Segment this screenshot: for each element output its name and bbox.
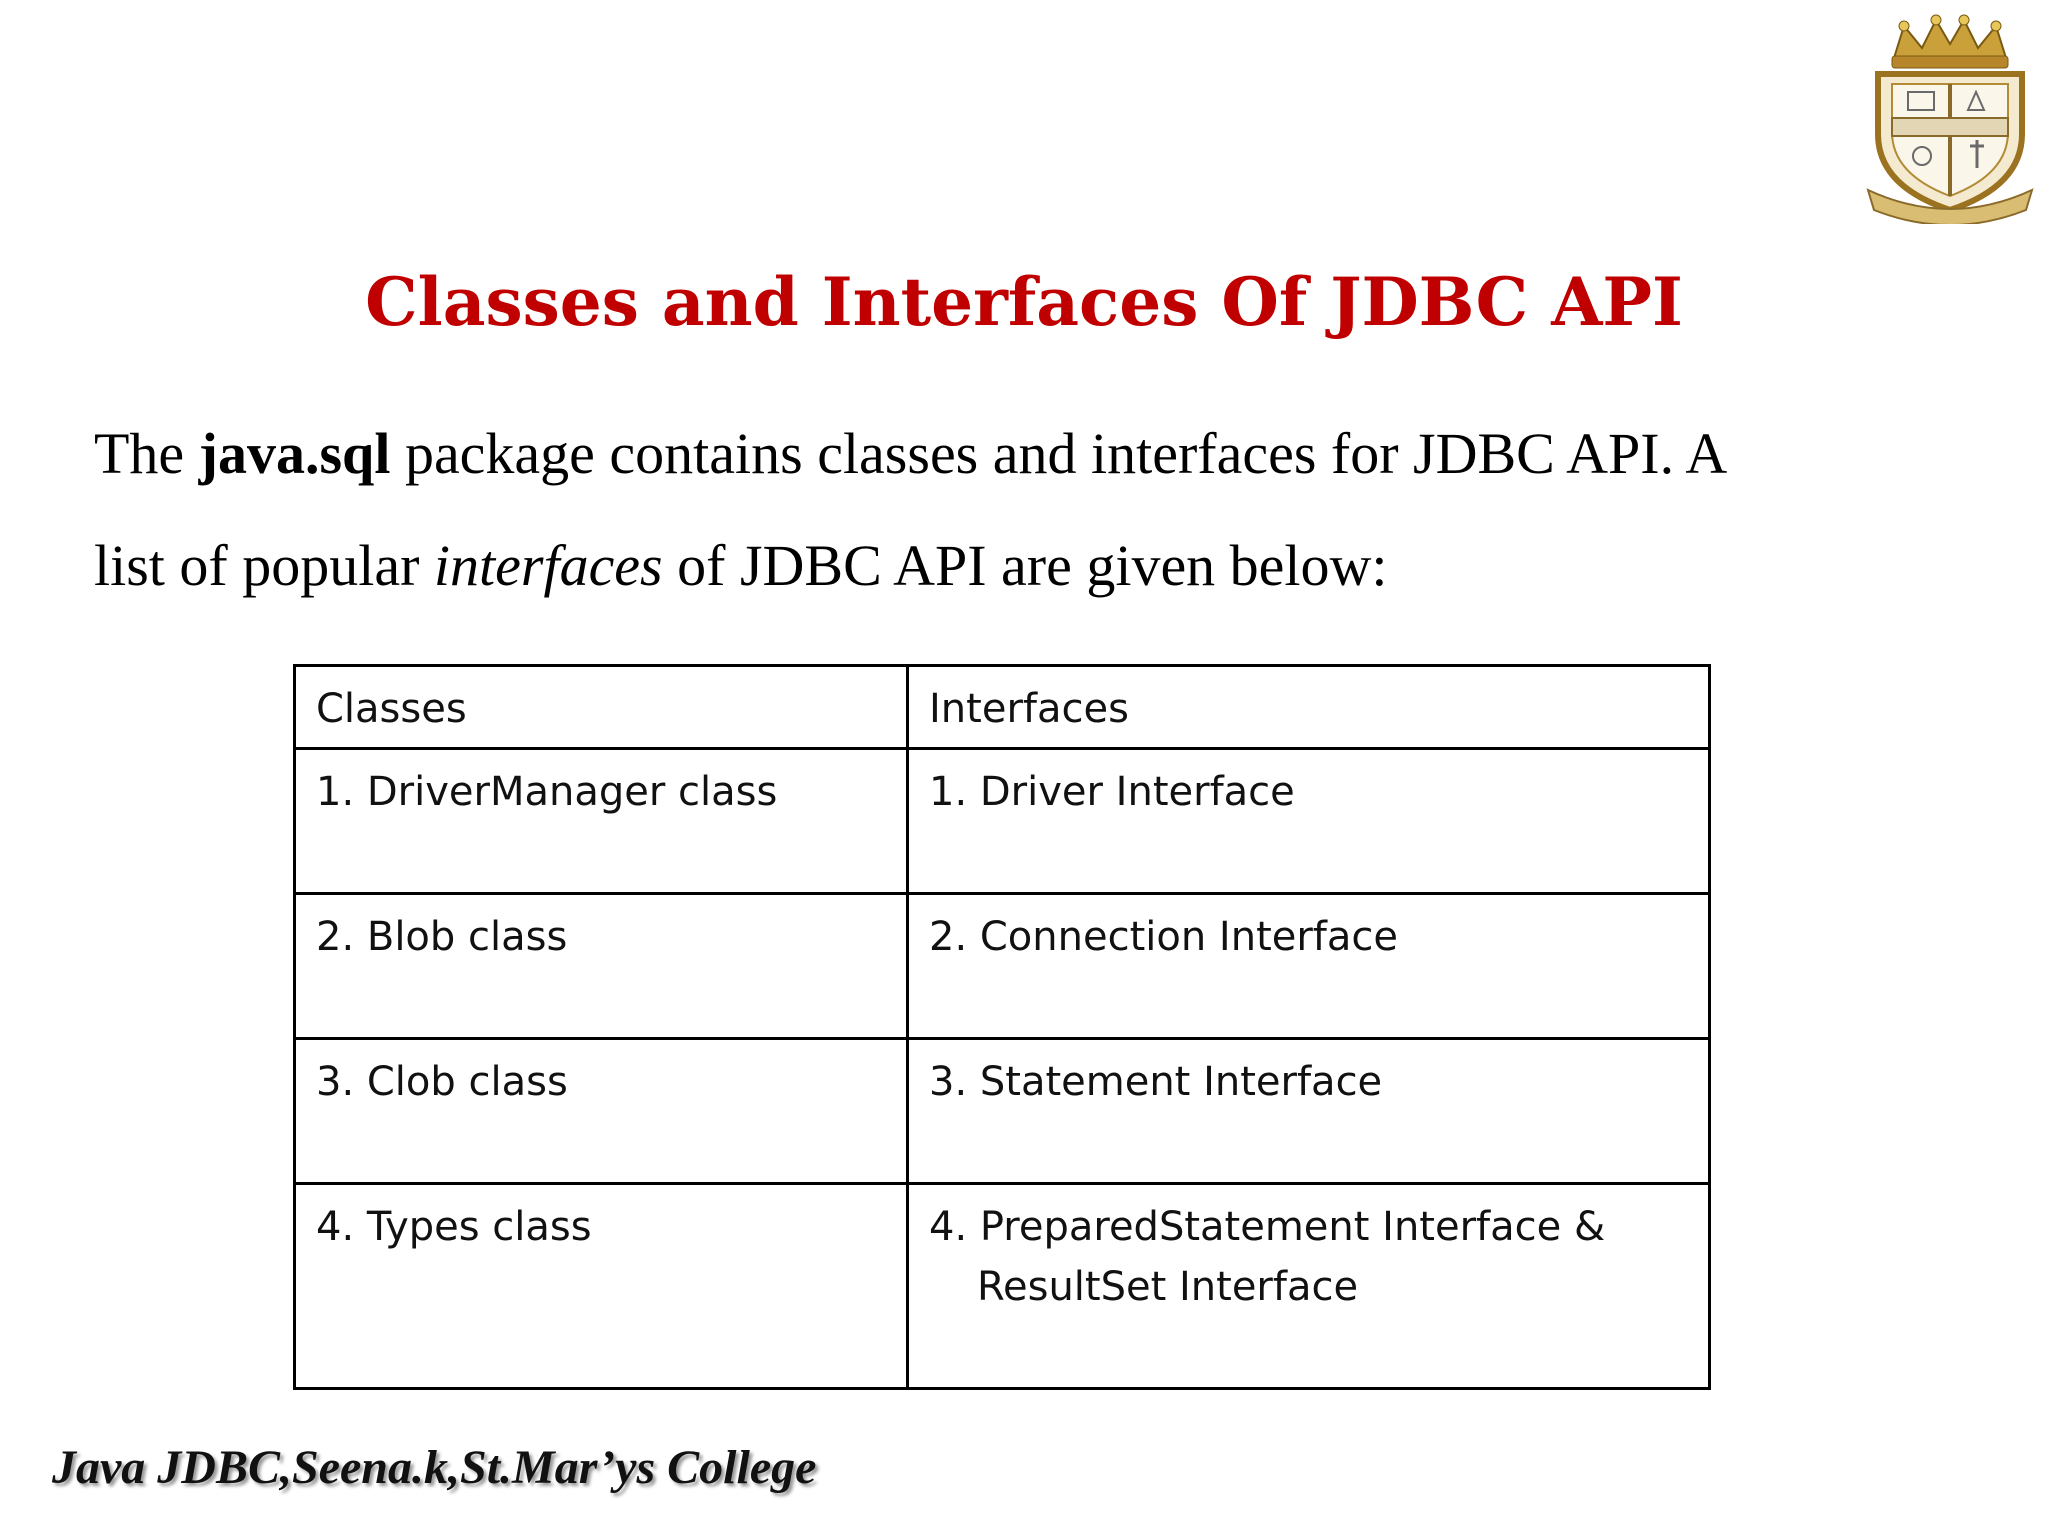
intro-text-the: The xyxy=(94,421,199,486)
intro-text-given: of JDBC API are given below: xyxy=(662,533,1388,598)
interface-cell xyxy=(908,1184,1710,1389)
intro-line-1 xyxy=(94,398,1994,510)
table-row xyxy=(295,749,1710,894)
intro-text-package: package contains classes and interfaces for JDBC API. A xyxy=(390,421,1728,486)
slide-footer: Java JDBC,Seena.k,St.Mar’ys College xyxy=(52,1441,817,1494)
table-header-row xyxy=(295,666,1710,749)
classes-interfaces-table xyxy=(293,664,1711,1390)
college-crest-logo-icon xyxy=(1864,14,2036,224)
table-row xyxy=(295,1039,1710,1184)
header-classes: Classes xyxy=(295,666,908,749)
class-cell: 4. Types class xyxy=(295,1184,908,1389)
class-cell: 3. Clob class xyxy=(295,1039,908,1184)
interfaces-emphasis: interfaces xyxy=(433,533,663,598)
interface-cell: 2. Connection Interface xyxy=(908,894,1710,1039)
intro-text-list: list of popular xyxy=(94,533,434,598)
interface-cell-line-2: ResultSet Interface xyxy=(977,1264,1359,1310)
package-name: java.sql xyxy=(198,421,391,486)
interface-cell: 1. Driver Interface xyxy=(908,749,1710,894)
header-interfaces: Interfaces xyxy=(908,666,1710,749)
class-cell: 1. DriverManager class xyxy=(295,749,908,894)
table-row xyxy=(295,894,1710,1039)
interface-cell-line-1: 4. PreparedStatement Interface & xyxy=(929,1204,1606,1250)
table-row xyxy=(295,1184,1710,1389)
slide-title: Classes and Interfaces Of JDBC API xyxy=(365,263,1683,341)
interface-cell: 3. Statement Interface xyxy=(908,1039,1710,1184)
intro-paragraph xyxy=(94,398,1994,622)
intro-line-2 xyxy=(94,510,1994,622)
class-cell: 2. Blob class xyxy=(295,894,908,1039)
